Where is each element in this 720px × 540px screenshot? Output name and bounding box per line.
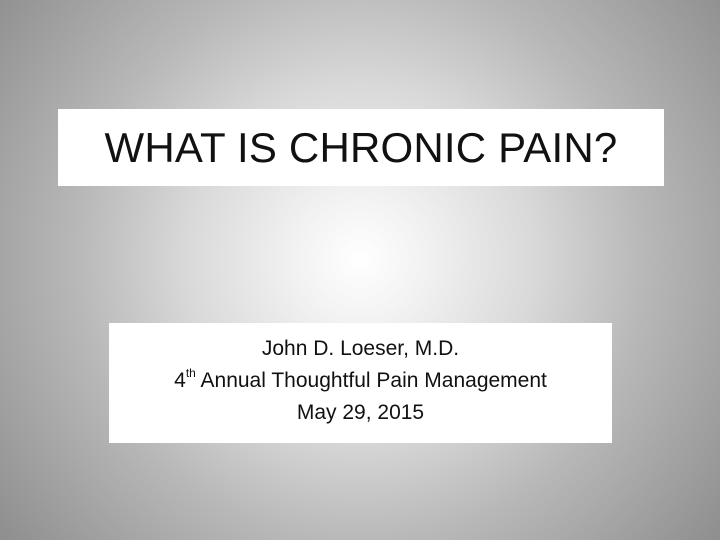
event-ordinal-suffix: th: [185, 366, 196, 380]
event-ordinal-number: 4: [174, 369, 186, 392]
author-line: John D. Loeser, M.D.: [261, 337, 460, 360]
event-name: Annual Thoughtful Pain Management: [195, 369, 547, 392]
date-line: May 29, 2015: [296, 401, 425, 424]
subtitle-box: [109, 323, 612, 443]
slide-title: WHAT IS CHRONIC PAIN?: [104, 123, 618, 171]
title-box: [58, 109, 664, 186]
event-line: [109, 365, 612, 397]
